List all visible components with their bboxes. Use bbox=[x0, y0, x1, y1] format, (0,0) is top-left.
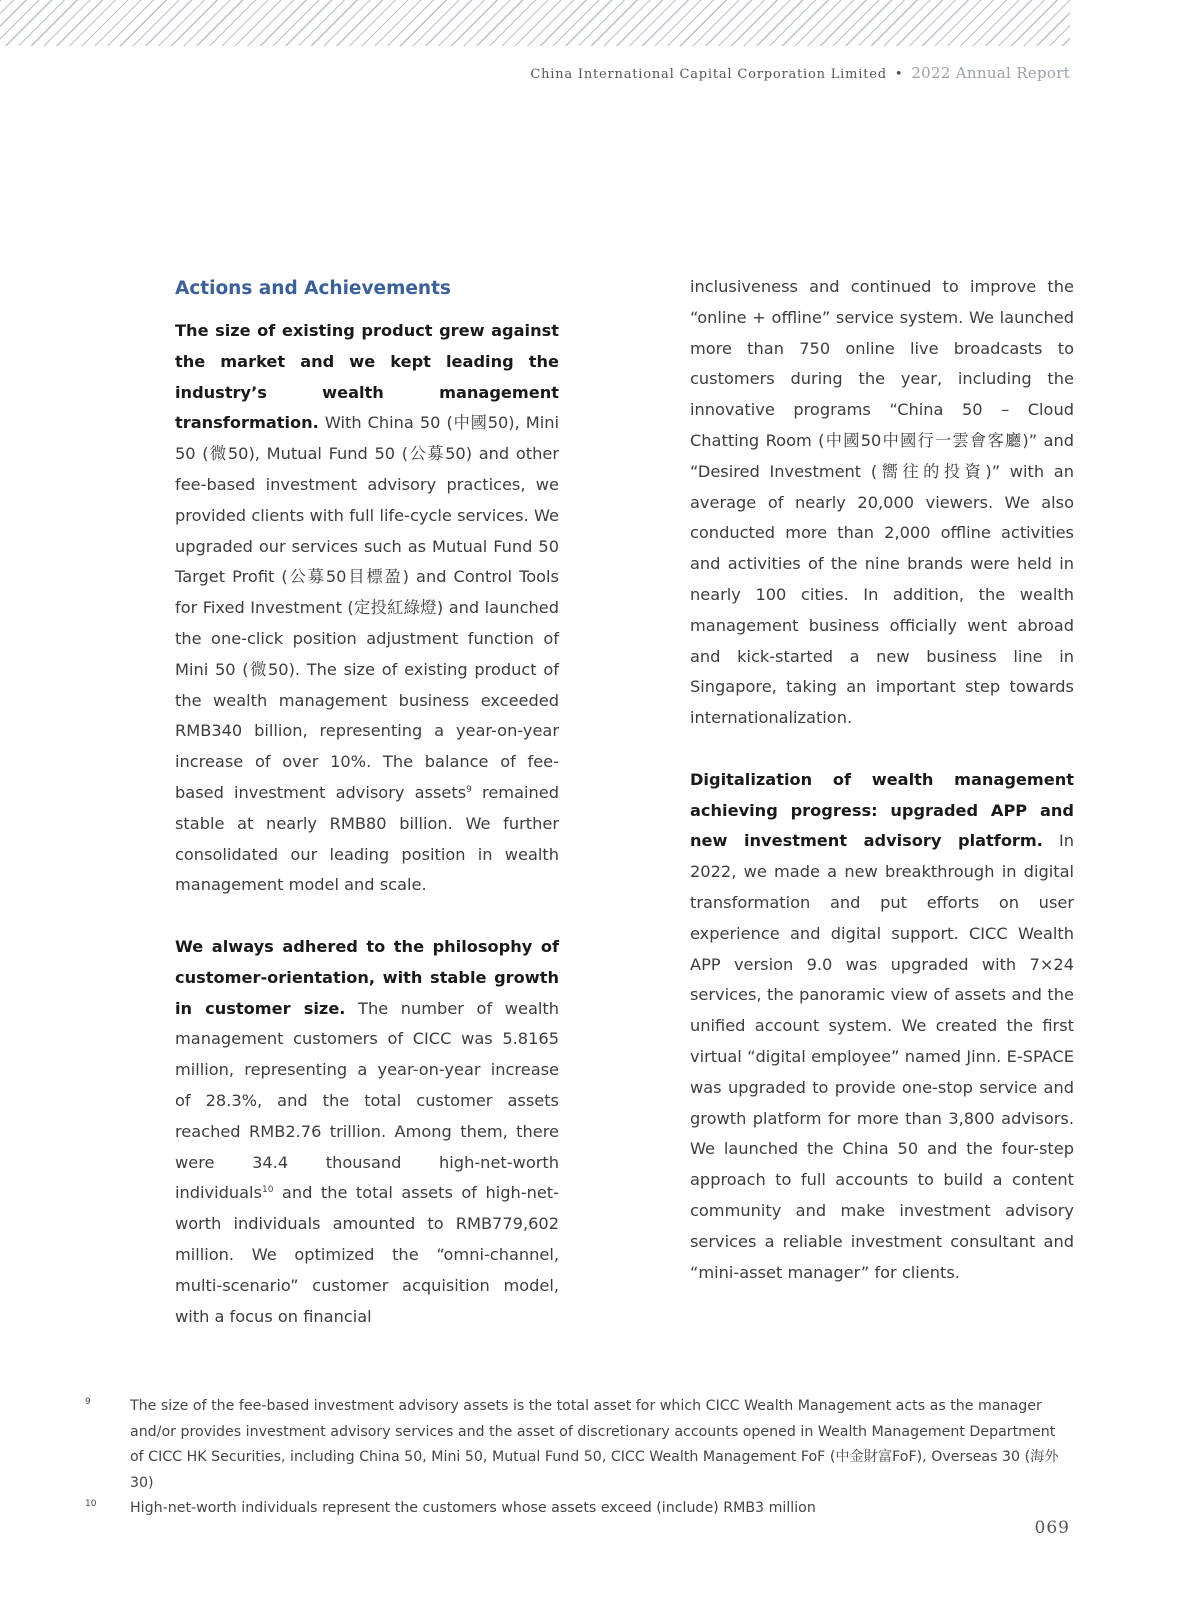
paragraph-product-size bbox=[175, 316, 559, 901]
footnote-9 bbox=[85, 1394, 1070, 1496]
paragraph-text: In 2022, we made a new breakthrough in digital transformation and put efforts on user experience and digital support. CICC Wealth APP version 9.0 was upgraded with 7×24 services, the panoramic view of assets and the unified account system. We created the first virtual “digital employee” named Jinn. E-SPACE was upgraded to provide one-stop service and growth platform for more than 3,800 advisors. We launched the China 50 and the four-step approach to full accounts to build a content community and make investment advisory services a reliable investment consultant and “mini-asset manager” for clients. bbox=[690, 831, 1074, 1282]
footnote-number: 10 bbox=[85, 1499, 97, 1510]
left-column bbox=[175, 272, 559, 1363]
right-column bbox=[690, 272, 1074, 1319]
running-header bbox=[530, 64, 1070, 82]
page-number: 069 bbox=[1034, 1518, 1070, 1538]
footnote-text: High-net-worth individuals represent the customers whose assets exceed (include) RMB3 million bbox=[130, 1500, 816, 1517]
footnote-ref: 9 bbox=[466, 784, 472, 795]
paragraph-customer-orientation bbox=[175, 932, 559, 1332]
footnote-ref: 10 bbox=[262, 1185, 274, 1196]
paragraph-lead: We always adhered to the philosophy of customer-orientation, with stable growth in customer size. bbox=[175, 936, 559, 1018]
section-title: Actions and Achievements bbox=[175, 278, 451, 299]
paragraph-lead: Digitalization of wealth management achieving progress: upgraded APP and new investment advisory platform. bbox=[690, 769, 1074, 851]
paragraph-inclusiveness: inclusiveness and continued to improve the “online + offline” service system. We launched more than 750 online live broadcasts to customers during the year, including the innovative programs “China 50 – Cloud Chatting Room (中國50中國行一雲會客廳)” and “Desired Investment (嚮往的投資)” with an average of nearly 20,000 viewers. We also conducted more than 2,000 offline activities and activities of the nine brands were held in nearly 100 cities. In addition, the wealth management business officially went abroad and kick-started a new business line in Singapore, taking an important step towards internationalization. bbox=[690, 277, 1074, 728]
header-separator: • bbox=[894, 67, 904, 82]
paragraph-text: The number of wealth management customers of CICC was 5.8165 million, representing a year-on-year increase of 28.3%, and the total customer assets reached RMB2.76 trillion. Among them, there were 34.4 thousand high-net-worth individuals bbox=[175, 998, 559, 1203]
paragraph-lead: The size of existing product grew against the market and we kept leading the industry’s wealth management transformation. bbox=[175, 321, 559, 433]
footnote-text: The size of the fee-based investment advisory assets is the total asset for which CICC Wealth Management acts as the manager and/or provides investment advisory services and the asset of discretionary accounts opened in Wealth Management Department of CICC HK Securities, including China 50, Mini 50, Mutual Fund 50, CICC Wealth Management FoF (中金財富FoF), Overseas 30 (海外30) bbox=[130, 1398, 1059, 1491]
header-company: China International Capital Corporation Limited bbox=[530, 67, 887, 82]
footnote-number: 9 bbox=[85, 1397, 91, 1407]
paragraph-digitalization bbox=[690, 765, 1074, 1289]
header-hatch-band bbox=[0, 0, 1070, 46]
footnote-10 bbox=[85, 1496, 1070, 1522]
header-report-title: 2022 Annual Report bbox=[911, 64, 1070, 82]
paragraph-text: remained stable at nearly RMB80 billion. We further consolidated our leading position in wealth management model and scale. bbox=[175, 782, 559, 895]
paragraph-text: With China 50 (中國50), Mini 50 (微50), Mutual Fund 50 (公募50) and other fee-based investment advisory practices, we provided clients with full life-cycle services. We upgraded our services such as Mutual Fund 50 Target Profit (公募50目標盈) and Control Tools for Fixed Investment (定投紅綠燈) and launched the one-click position adjustment function of Mini 50 (微50). The size of existing product of the wealth management business exceeded RMB340 billion, representing a year-on-year increase of over 10%. The balance of fee-based investment advisory assets bbox=[175, 413, 559, 802]
paragraph-text: and the total assets of high-net-worth individuals amounted to RMB779,602 million. We optimized the “omni-channel, multi-scenario” customer acquisition model, with a focus on financial bbox=[175, 1183, 559, 1326]
footnotes bbox=[85, 1394, 1070, 1522]
